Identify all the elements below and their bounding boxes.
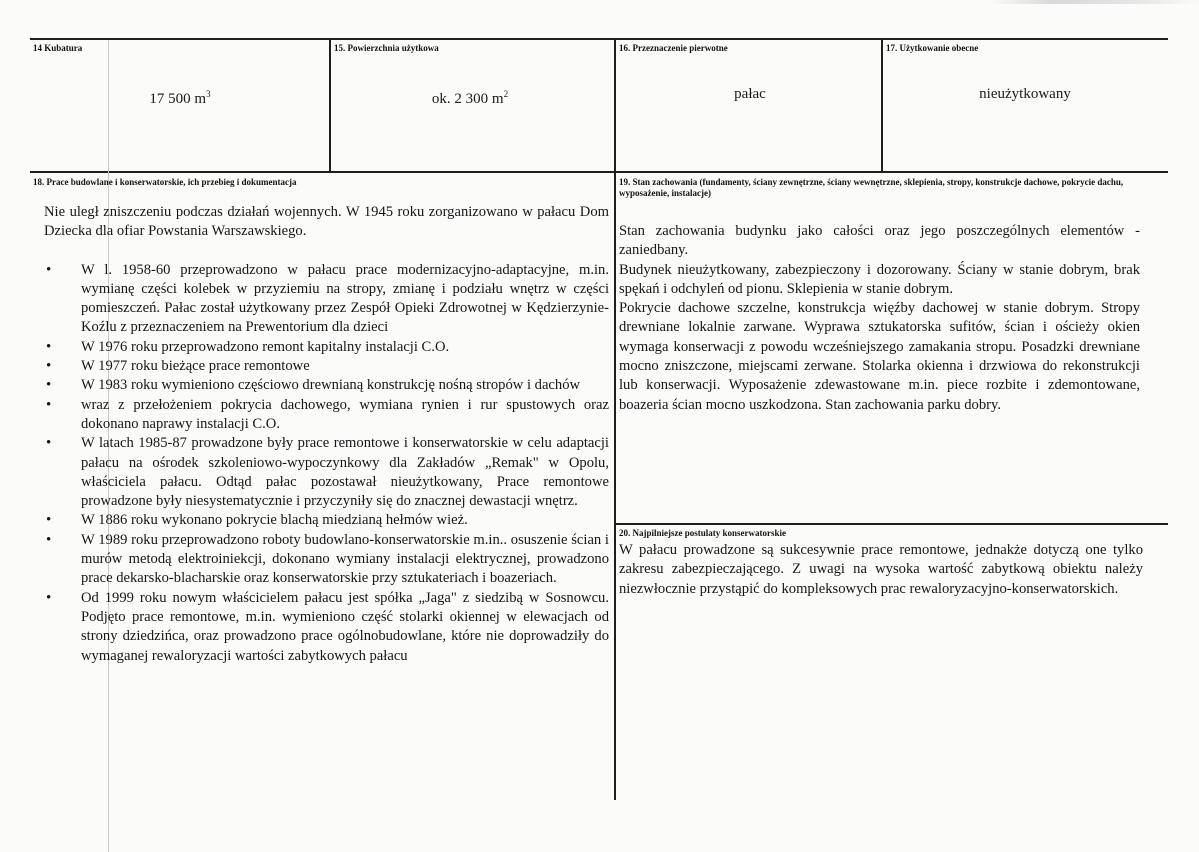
condition-summary: Stan zachowania budynku jako całości oraz jego poszczególnych elementów - zaniedbany. — [619, 223, 1140, 259]
original-purpose-value: pałac — [734, 86, 766, 102]
volume-value: 17 500 m — [149, 91, 207, 107]
area-unit-exponent: 2 — [503, 89, 509, 99]
cell-14-header: 14 Kubatura — [33, 43, 83, 53]
column-divider-1 — [329, 38, 331, 173]
list-item: • W latach 1985-87 prowadzone były prace remontowe i konserwatorskie w celu adaptacji pałacu na ośrodek szkoleniowo-wypoczynkowy dla Zakładów „Remak" w Opolu, właściciela pałacu. Odtąd pałac pozostawał nieużytkowany, Prace remontowe prowadzone były niesystematycznie i przyczyniły się do znacznej dewastacji wnętrz. — [44, 434, 609, 511]
section-18-header: 18. Prace budowlane i konserwatorskie, ich przebieg i dokumentacja — [33, 177, 297, 187]
list-item: • wraz z przełożeniem pokrycia dachowego, wymiana rynien i rur spustowych oraz dokonano naprawy instalacji C.O. — [44, 396, 609, 435]
area-value: ok. 2 300 m — [431, 91, 504, 107]
cell-17-header: 17. Użytkowanie obecne — [886, 43, 979, 53]
section-20-body — [619, 541, 1143, 599]
volume-unit-exponent: 3 — [206, 89, 211, 99]
section-18-body — [44, 203, 609, 666]
list-item: • W 1977 roku bieżące prace remontowe — [44, 357, 609, 376]
list-item: • W 1976 roku przeprowadzono remont kapitalny instalacji C.O. — [44, 338, 609, 357]
conservation-postulates: W pałacu prowadzone są sukcesywnie prace remontowe, jednakże dotyczą one tylko zakresu zabezpieczającego. Z uwagi na wysoka wartość zabytkową obiektu należy niezwłocznie przystąpić do kompleksowych prac rewaloryzacyjno-konserwatorskich. — [619, 542, 1143, 597]
scan-artifact — [989, 0, 1199, 4]
list-item: • Od 1999 roku nowym właścicielem pałacu jest spółka „Jaga" z siedzibą w Sosnowcu. Podjęto prace remontowe, m.in. wymieniono część stolarki okiennej w elewacjach od strony dziedzińca, oraz prowadzono prace ogólnobudowlane, które nie doprowadziły do wymaganej rewaloryzacji wartości zabytkowych pałacu — [44, 589, 609, 666]
section-19-body — [619, 222, 1140, 415]
cell-17-value — [890, 86, 1160, 103]
section-19-header: 19. Stan zachowania (fundamenty, ściany zewnętrzne, ściany wewnętrzne, sklepienia, stropy, konstrukcje dachowe, pokrycie dachu, wyposażenie, instalacje) — [619, 177, 1124, 198]
column-divider-3 — [881, 38, 883, 173]
cell-15-value — [340, 91, 600, 108]
column-divider-2 — [614, 38, 616, 800]
section-18-intro: Nie uległ zniszczeniu podczas działań wojennych. W 1945 roku zorganizowano w pałacu Dom Dziecka dla ofiar Powstania Warszawskiego. — [44, 204, 609, 240]
condition-details: Pokrycie dachowe szczelne, konstrukcja więźby dachowej w stanie dobrym. Stropy drewniane lokalnie zarwane. Wyprawa sztukatorska sufitów, ścian i ościeży okien wymaga konserwacji z powodu wcześniejszego zamakania stropu. Posadzki drewniane mocno zniszczone, miejscami zerwane. Stolarka okienna i drzwiowa do rekonstrukcji lub konserwacji. Wyposażenie zdewastowane m.in. piece rozbite i zdemontowane, boazeria ścian mocno uszkodzona. Stan zachowania parku dobry. — [619, 300, 1140, 413]
cell-16-value — [625, 86, 875, 103]
cell-14-value — [60, 91, 300, 108]
section-20-header: 20. Najpilniejsze postulaty konserwatorskie — [619, 528, 786, 538]
cell-15-header: 15. Powierzchnia użytkowa — [334, 43, 439, 53]
condition-walls: Budynek nieużytkowany, zabezpieczony i dozorowany. Ściany w stanie dobrym, brak spękań i odchyleń od pionu. Sklepienia w stanie dobrym. — [619, 261, 1140, 297]
section-divider-line — [30, 171, 1168, 173]
section-20-top-line — [615, 523, 1168, 525]
top-row-line — [30, 38, 1168, 40]
list-item: • W 1886 roku wykonano pokrycie blachą miedzianą hełmów wież. — [44, 511, 609, 530]
list-item: • W l. 1958-60 przeprowadzono w pałacu prace modernizacyjno-adaptacyjne, m.in. wymianę części kolebek w przyziemiu na stropy, zmianę i podziału wnętrz w części pomieszczeń. Pałac został użytkowany przez Zespół Opieki Zdrowotnej w Kędzierzynie-Koźlu z przeznaczeniem na Prewentorium dla dzieci — [44, 261, 609, 338]
list-item: • W 1989 roku przeprowadzono roboty budowlano-konserwatorskie m.in.. osuszenie ścian i murów metodą elektroiniekcji, dokonano wymiany instalacji elektrycznej, prowadzono prace dekarsko-blacharskie oraz konserwatorskie przy sztukateriach i boazeriach. — [44, 531, 609, 589]
works-list — [44, 261, 609, 666]
list-item: • W 1983 roku wymieniono częściowo drewnianą konstrukcję nośną stropów i dachów — [44, 376, 609, 395]
current-use-value: nieużytkowany — [979, 86, 1071, 102]
cell-16-header: 16. Przeznaczenie pierwotne — [619, 43, 728, 53]
